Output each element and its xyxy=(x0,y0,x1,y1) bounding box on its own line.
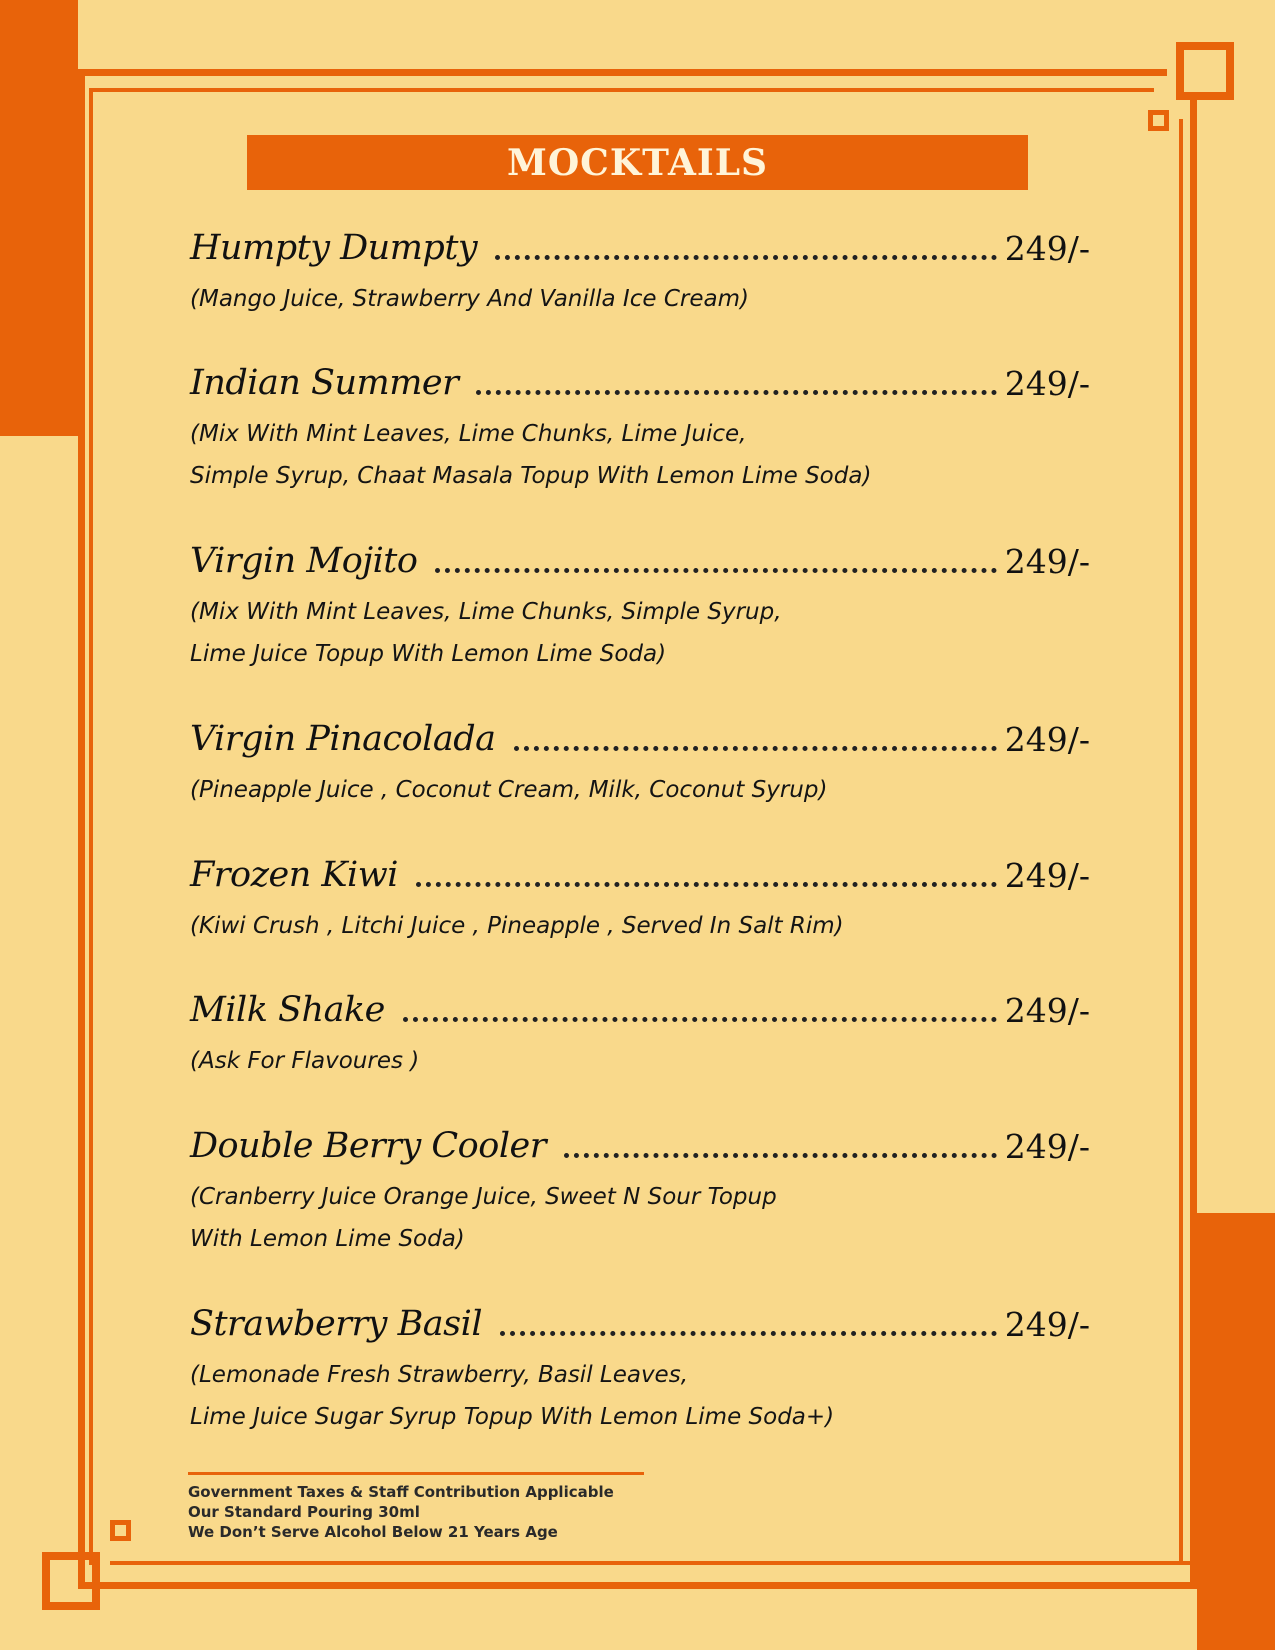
item-description-line: (Lemonade Fresh Strawberry, Basil Leaves, xyxy=(190,1362,689,1388)
item-description-line: Lime Juice Topup With Lemon Lime Soda) xyxy=(190,641,667,667)
item-name: Milk Shake xyxy=(190,990,385,1030)
item-name: Virgin Pinacolada xyxy=(190,719,496,759)
item-description xyxy=(190,591,1090,675)
menu-item xyxy=(190,984,1090,1082)
item-price: 249/- xyxy=(1004,1127,1090,1166)
item-description xyxy=(190,1176,1090,1260)
dot-leader xyxy=(564,1153,997,1158)
item-price: 249/- xyxy=(1004,1305,1090,1344)
menu-item xyxy=(190,535,1090,675)
dot-leader xyxy=(435,568,996,573)
item-price: 249/- xyxy=(1004,229,1090,268)
item-price: 249/- xyxy=(1004,542,1090,581)
item-description xyxy=(190,278,1090,320)
corner-small-square-top-right xyxy=(1148,110,1169,131)
footer-note-age: We Don’t Serve Alcohol Below 21 Years Age xyxy=(188,1523,558,1541)
dot-leader xyxy=(500,1331,997,1336)
item-description xyxy=(190,905,1090,947)
item-description xyxy=(190,769,1090,811)
menu-item xyxy=(190,222,1090,320)
item-price: 249/- xyxy=(1004,856,1090,895)
item-description xyxy=(190,1354,1090,1438)
dot-leader xyxy=(495,255,997,260)
item-description-line: Lime Juice Sugar Syrup Topup With Lemon Lime Soda+) xyxy=(190,1404,835,1430)
corner-small-square-bottom-left xyxy=(110,1520,131,1541)
corner-block-bottom-right xyxy=(1197,1213,1275,1650)
item-description-line: (Mix With Mint Leaves, Lime Chunks, Simple Syrup, xyxy=(190,599,782,625)
dot-leader xyxy=(476,390,996,395)
item-price: 249/- xyxy=(1004,364,1090,403)
item-name: Virgin Mojito xyxy=(190,541,418,581)
footer-note-taxes: Government Taxes & Staff Contribution Applicable xyxy=(188,1483,614,1501)
footer-note-pouring: Our Standard Pouring 30ml xyxy=(188,1503,420,1521)
item-name: Indian Summer xyxy=(190,363,459,403)
dot-leader xyxy=(416,882,997,887)
item-description-line: (Kiwi Crush , Litchi Juice , Pineapple , Served In Salt Rim) xyxy=(190,913,844,939)
corner-block-top-left xyxy=(0,0,78,436)
page-title-banner xyxy=(247,135,1028,190)
item-price: 249/- xyxy=(1004,991,1090,1030)
footer-divider xyxy=(188,1472,644,1475)
menu-item xyxy=(190,1298,1090,1438)
menu-item xyxy=(190,849,1090,947)
item-name: Double Berry Cooler xyxy=(190,1126,546,1166)
menu-item xyxy=(190,1120,1090,1260)
item-description-line: (Pineapple Juice , Coconut Cream, Milk, Coconut Syrup) xyxy=(190,777,828,803)
item-name: Strawberry Basil xyxy=(190,1304,483,1344)
page-title: MOCKTAILS xyxy=(506,141,769,184)
item-description-line: (Mango Juice, Strawberry And Vanilla Ice Cream) xyxy=(190,286,749,312)
dot-leader xyxy=(403,1017,997,1022)
dot-leader xyxy=(514,746,997,751)
corner-square-ornament-top-right xyxy=(1176,42,1234,100)
item-description xyxy=(190,413,1090,497)
item-description-line: Simple Syrup, Chaat Masala Topup With Lemon Lime Soda) xyxy=(190,463,872,489)
item-description-line: (Ask For Flavoures ) xyxy=(190,1048,420,1074)
item-price: 249/- xyxy=(1004,720,1090,759)
menu-item xyxy=(190,357,1090,497)
item-name: Frozen Kiwi xyxy=(190,855,398,895)
item-description xyxy=(190,1040,1090,1082)
item-description-line: (Mix With Mint Leaves, Lime Chunks, Lime Juice, xyxy=(190,421,747,447)
item-description-line: (Cranberry Juice Orange Juice, Sweet N Sour Topup xyxy=(190,1184,777,1210)
corner-square-ornament-bottom-left xyxy=(42,1552,100,1610)
item-description-line: With Lemon Lime Soda) xyxy=(190,1226,465,1252)
footer-notes xyxy=(188,1482,614,1542)
menu-item xyxy=(190,713,1090,811)
item-name: Humpty Dumpty xyxy=(190,228,478,268)
